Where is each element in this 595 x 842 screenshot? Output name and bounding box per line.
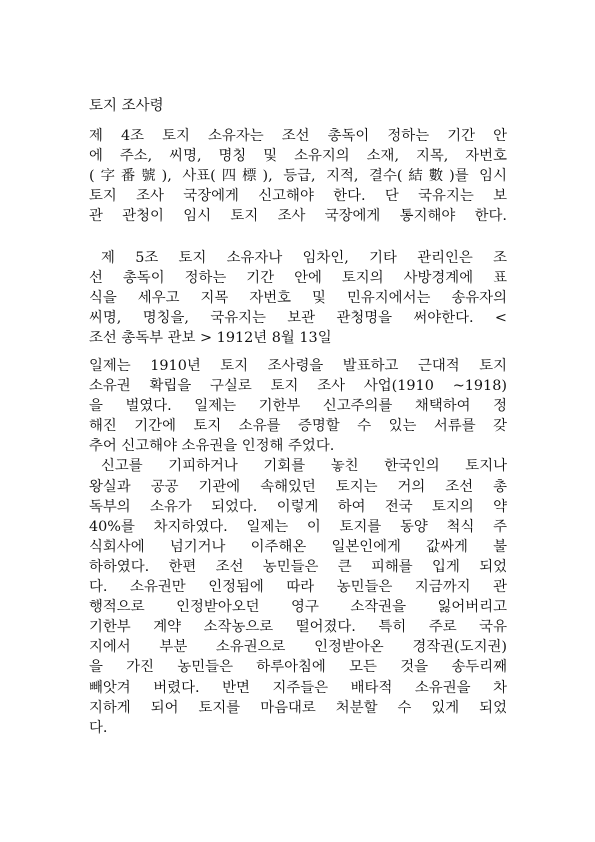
body-paragraph (89, 356, 507, 738)
text-line: 다. 소유권만 인정됨에 따라 농민들은 지금까지 관 (89, 579, 507, 596)
text-line: (字番號), 사표(四標), 등급, 지적, 결수(結數)를 임시 (89, 168, 507, 185)
text-line: 다. (89, 719, 108, 736)
text-line: 지에서 부분 소유권으로 인정받아온 경작권(도지권) (89, 639, 507, 656)
text-line: 을 가진 농민들은 하루아침에 모든 것을 송두리째 (89, 659, 507, 676)
text-line: 선 총독이 정하는 기간 안에 토지의 사방경계에 표 (89, 270, 507, 287)
text-line: 신고를 기피하거나 기회를 놓친 한국인의 토지나 (101, 458, 507, 475)
text-line: 식회사에 넘기거나 이주해온 일본인에게 값싸게 불 (89, 538, 507, 555)
text-line: 에 주소, 씨명, 명칭 및 소유지의 소재, 지목, 자번호 (89, 148, 507, 165)
text-line: 행적으로 인정받아오던 영구 소작권을 잃어버리고 (89, 599, 507, 616)
text-line: 씨명, 명칭을, 국유지는 보관 관청명을 써야한다. < (89, 310, 507, 327)
text-line: 빼앗겨 버렸다. 반면 지주들은 배타적 소유권을 차 (89, 679, 507, 696)
document-title: 토지 조사령 (89, 98, 164, 114)
text-line: 독부의 소유가 되었다. 이렇게 하여 전국 토지의 약 (89, 498, 507, 515)
source-citation-line: 조선 총독부 관보 > 1912년 8월 13일 (89, 330, 332, 347)
text-line: 소유권 확립을 구실로 토지 조사 사업(1910 ~1918) (89, 378, 507, 395)
text-line: 을 벌였다. 일제는 기한부 신고주의를 채택하여 정 (89, 398, 507, 415)
article-5-paragraph (89, 248, 507, 348)
text-line: 하하였다. 한편 조선 농민들은 큰 피해를 입게 되었 (89, 558, 507, 575)
article-4-paragraph (89, 126, 507, 226)
text-line: 제 4조 토지 소유자는 조선 총독이 정하는 기간 안 (89, 128, 507, 144)
text-line: 40%를 차지하였다. 일제는 이 토지를 동양 척식 주 (89, 518, 507, 535)
text-line: 일제는 1910년 토지 조사령을 발표하고 근대적 토지 (89, 358, 507, 374)
text-line: 식을 세우고 지목 자번호 및 민유지에서는 송유자의 (89, 290, 507, 307)
text-line: 토지 조사 국장에게 신고해야 한다. 단 국유지는 보 (89, 188, 507, 205)
text-line: 관 관청이 임시 토지 조사 국장에게 통지해야 한다. (89, 208, 507, 225)
text-line: 왕실과 공공 기관에 속해있던 토지는 거의 조선 총 (89, 478, 507, 495)
text-line: 제 5조 토지 소유자나 임차인, 기타 관리인은 조 (101, 250, 507, 266)
text-line: 해진 기간에 토지 소유를 증명할 수 있는 서류를 갖 (89, 418, 507, 435)
text-line: 지하게 되어 토지를 마음대로 처분할 수 있게 되었 (89, 699, 507, 716)
text-line: 기한부 계약 소작농으로 떨어졌다. 특히 주로 국유 (89, 619, 507, 636)
text-line: 추어 신고해야 소유권을 인정해 주었다. (89, 438, 335, 455)
